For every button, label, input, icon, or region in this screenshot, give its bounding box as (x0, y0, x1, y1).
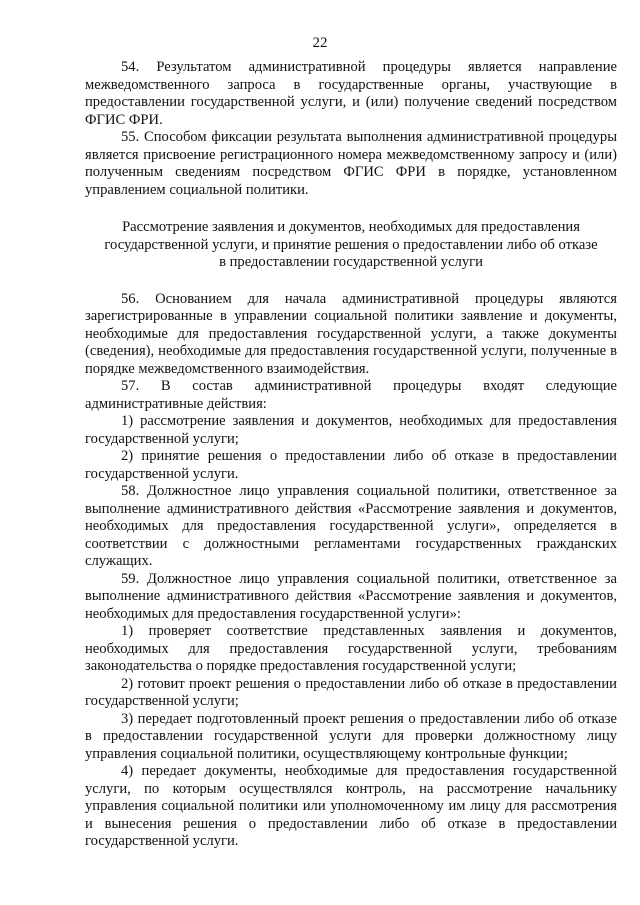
paragraph-56: 56. Основанием для начала административной процедуры являются зарегистрированные в управлении социальной политики заявление и документы, необходимые для предоставления государственной услуги, а также документы (сведения), необходимые для предоставления государственной услуги, полученные в порядке межведомственного взаимодействия. (85, 290, 617, 377)
paragraph-58: 58. Должностное лицо управления социальной политики, ответственное за выполнение административного действия «Рассмотрение заявления и документов, необходимых для предоставления государственной услуги», определяется в соответствии с должностными регламентами государственных гражданских служащих. (85, 483, 617, 569)
page-number: 22 (312, 35, 328, 51)
section-heading: Рассмотрение заявления и документов, необходимых для предоставления государственной услуги, и принятие решения о предоставлении либо об отказе в предоставлении государственной услуги (104, 219, 598, 270)
paragraph-59-item-2: 2) готовит проект решения о предоставлении либо об отказе в предоставлении государственной услуги; (85, 675, 617, 709)
paragraph-59-item-4: 4) передает документы, необходимые для предоставления государственной услуги, по которым осуществлялся контроль, на рассмотрение начальнику управления социальной политики или уполномоченному им лицу для рассмотрения и вынесения решения о предоставлении либо об отказе в предоставлении государственной услуги. (85, 763, 617, 849)
paragraph-57: 57. В состав административной процедуры входят следующие административные действия: (85, 378, 617, 412)
paragraph-57-item-2: 2) принятие решения о предоставлении либо об отказе в предоставлении государственной услуги. (85, 448, 617, 482)
paragraph-57-item-1: 1) рассмотрение заявления и документов, необходимых для предоставления государственной услуги; (85, 413, 617, 447)
paragraph-55: 55. Способом фиксации результата выполнения административной процедуры является присвоение регистрационного номера межведомственному запросу и (или) полученным сведениям посредством ФГИС ФРИ в порядке, установленном управлением социальной политики. (85, 129, 617, 198)
paragraph-59-item-1: 1) проверяет соответствие представленных заявления и документов, необходимых для предоставления государственной услуги, требованиям законодательства о порядке предоставления государственной услуги; (85, 623, 617, 674)
document-body (85, 59, 617, 851)
paragraph-59: 59. Должностное лицо управления социальной политики, ответственное за выполнение административного действия «Рассмотрение заявления и документов, необходимых для предоставления государственной услуги»: (85, 570, 617, 622)
paragraph-54: 54. Результатом административной процедуры является направление межведомственного запроса в государственные органы, участвующие в предоставлении государственной услуги, и (или) получение сведений посредством ФГИС ФРИ. (85, 59, 617, 128)
paragraph-59-item-3: 3) передает подготовленный проект решения о предоставлении либо об отказе в предоставлении государственной услуги для проверки должностному лицу управления социальной политики, осуществляющему контрольные функции; (85, 710, 617, 762)
